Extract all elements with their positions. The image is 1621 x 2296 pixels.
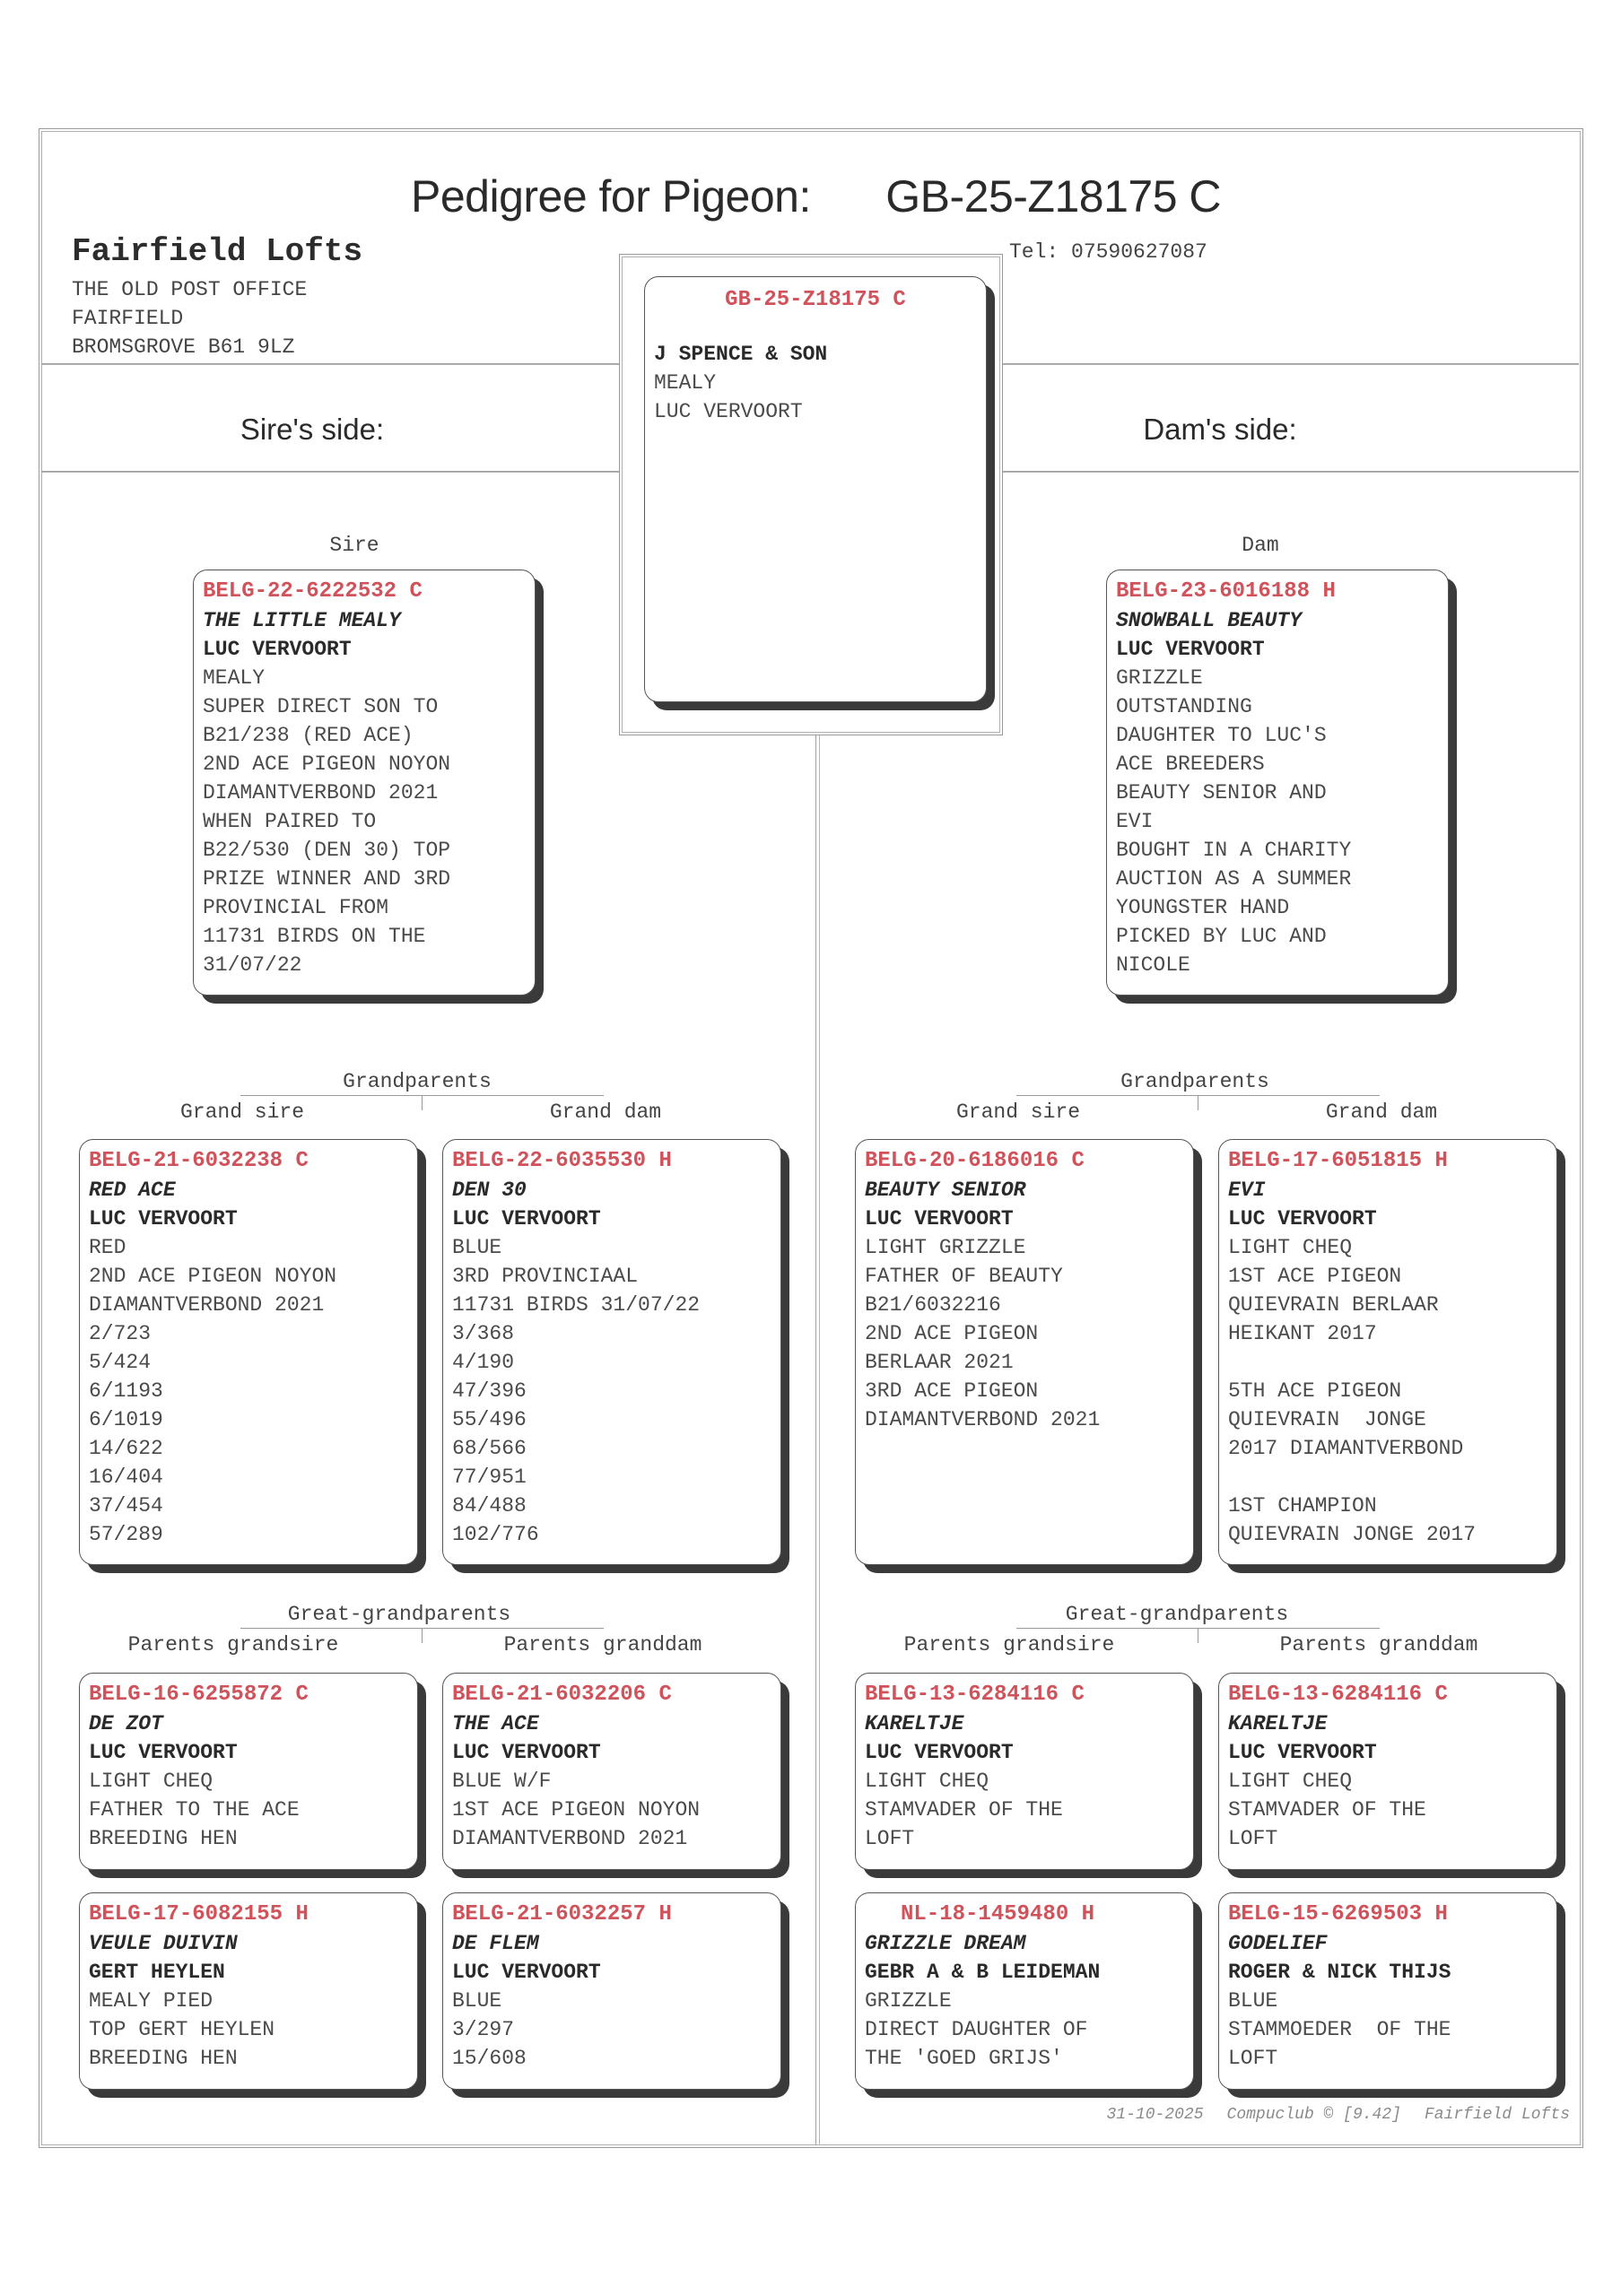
info-line: THE 'GOED GRIJS' [865, 2047, 1063, 2070]
address-line-3: BROMSGROVE B61 9LZ [72, 335, 295, 359]
breeder-name: LUC VERVOORT [865, 1741, 1014, 1764]
address-line-1: THE OLD POST OFFICE [72, 278, 308, 301]
info-line: 55/496 [452, 1408, 527, 1431]
info-line: 2ND ACE PIGEON NOYON [89, 1265, 337, 1288]
grand-sire-label-sire-side: Grand sire [179, 1100, 305, 1124]
pigeon-name: DE FLEM [452, 1932, 539, 1955]
info-line: QUIEVRAIN BERLAAR [1228, 1293, 1439, 1317]
dam-side-label: Dam's side: [1143, 413, 1297, 446]
info-line: BREEDING HEN [89, 2047, 238, 2070]
info-line: 37/454 [89, 1494, 163, 1518]
info-line: LIGHT GRIZZLE [865, 1236, 1026, 1259]
loft-name: Fairfield Lofts [72, 233, 363, 270]
info-line: AUCTION AS A SUMMER [1116, 867, 1352, 891]
grandparents-label-sire-side: Grandparents [343, 1070, 492, 1093]
great-grandparent-card[interactable] [442, 1892, 781, 2090]
ring-number: BELG-15-6269503 H [1228, 1902, 1448, 1926]
ring-number: BELG-20-6186016 C [865, 1149, 1085, 1173]
info-line: BOUGHT IN A CHARITY [1116, 839, 1352, 862]
pigeon-name: DEN 30 [452, 1178, 527, 1202]
ring-number: BELG-17-6051815 H [1228, 1149, 1448, 1173]
info-line: 31/07/22 [203, 953, 302, 977]
info-line: 77/951 [452, 1465, 527, 1489]
info-line: 2ND ACE PIGEON NOYON [203, 752, 451, 776]
info-line: OUTSTANDING [1116, 695, 1252, 718]
title-ring: GB-25-Z18175 C [885, 171, 1222, 222]
footer-software: Compuclub © [9.42] [1226, 2106, 1401, 2124]
pigeon-name: VEULE DUIVIN [89, 1932, 238, 1955]
info-line: 11731 BIRDS 31/07/22 [452, 1293, 701, 1317]
parents-grandsire-label-dam-side: Parents grandsire [903, 1633, 1115, 1657]
center-divider [815, 735, 820, 2145]
pigeon-name: GRIZZLE DREAM [865, 1932, 1026, 1955]
info-line: 5/424 [89, 1351, 152, 1374]
info-line: ACE BREEDERS [1116, 752, 1265, 776]
info-line: 11731 BIRDS ON THE [203, 925, 426, 948]
info-line: 16/404 [89, 1465, 163, 1489]
pigeon-name: EVI [1228, 1178, 1266, 1202]
grandparent-card[interactable] [79, 1139, 418, 1565]
ring-number: BELG-22-6035530 H [452, 1149, 672, 1173]
dam-label: Dam [1242, 534, 1279, 557]
info-line: PRIZE WINNER AND 3RD [203, 867, 451, 891]
grand-dam-label-sire-side: Grand dam [549, 1100, 662, 1124]
info-line: BLUE W/F [452, 1770, 552, 1793]
breeder-name: LUC VERVOORT [452, 1741, 601, 1764]
info-line: 2ND ACE PIGEON [865, 1322, 1039, 1345]
ring-number: BELG-21-6032257 H [452, 1902, 672, 1926]
footer-loft: Fairfield Lofts [1424, 2106, 1570, 2124]
great-grandparent-card[interactable] [442, 1673, 781, 1870]
subject-strain: LUC VERVOORT [654, 400, 803, 423]
info-line: 47/396 [452, 1379, 527, 1403]
subject-colour: MEALY [654, 371, 717, 395]
info-line: SUPER DIRECT SON TO [203, 695, 439, 718]
info-line: LOFT [1228, 1827, 1278, 1850]
info-line: 84/488 [452, 1494, 527, 1518]
address-line-2: FAIRFIELD [72, 307, 184, 330]
breeder-name: ROGER & NICK THIJS [1228, 1961, 1451, 1984]
info-line: BERLAAR 2021 [865, 1351, 1014, 1374]
info-line: LOFT [865, 1827, 915, 1850]
info-line: DIRECT DAUGHTER OF [865, 2018, 1088, 2041]
info-line: BREEDING HEN [89, 1827, 238, 1850]
info-line: MEALY PIED [89, 1989, 214, 2013]
great-grandparent-card[interactable] [855, 1673, 1194, 1870]
grandparents-label-dam-side: Grandparents [1120, 1070, 1269, 1093]
great-grandparents-label-dam-side: Great-grandparents [1065, 1603, 1289, 1626]
info-line: 14/622 [89, 1437, 163, 1460]
info-line: LOFT [1228, 2047, 1278, 2070]
info-line [1228, 1463, 1547, 1492]
sire-side-label: Sire's side: [240, 413, 385, 446]
pigeon-name: GODELIEF [1228, 1932, 1328, 1955]
info-line: 2/723 [89, 1322, 152, 1345]
great-grandparent-card[interactable] [1218, 1673, 1557, 1870]
info-line: 3RD ACE PIGEON [865, 1379, 1039, 1403]
grandparent-card[interactable] [442, 1139, 781, 1565]
great-grandparent-card[interactable] [855, 1892, 1194, 2090]
info-line: BLUE [1228, 1989, 1278, 2013]
subject-ring: GB-25-Z18175 C [725, 288, 906, 312]
grandparent-card[interactable] [1218, 1139, 1557, 1565]
great-grandparent-card[interactable] [79, 1673, 418, 1870]
title-prefix: Pedigree for Pigeon: [411, 171, 811, 222]
info-line: YOUNGSTER HAND [1116, 896, 1290, 919]
side-divider-right [1003, 471, 1579, 473]
info-line [1228, 1348, 1547, 1377]
info-line: 102/776 [452, 1523, 539, 1546]
info-line: NICOLE [1116, 953, 1190, 977]
info-line: 5TH ACE PIGEON [1228, 1379, 1402, 1403]
info-line: 1ST ACE PIGEON NOYON [452, 1798, 701, 1822]
info-line: FATHER TO THE ACE [89, 1798, 300, 1822]
grand-sire-label-dam-side: Grand sire [955, 1100, 1081, 1124]
info-line: 3/297 [452, 2018, 515, 2041]
great-grandparent-card[interactable] [1218, 1892, 1557, 2090]
breeder-name: LUC VERVOORT [452, 1961, 601, 1984]
ring-number: BELG-17-6082155 H [89, 1902, 309, 1926]
great-grandparent-card[interactable] [79, 1892, 418, 2090]
breeder-name: GEBR A & B LEIDEMAN [865, 1961, 1101, 1984]
info-line: GRIZZLE [865, 1989, 952, 2013]
info-line: 1ST CHAMPION [1228, 1494, 1377, 1518]
info-line: LIGHT CHEQ [1228, 1770, 1353, 1793]
breeder-name: LUC VERVOORT [1228, 1207, 1377, 1231]
parents-granddam-label-sire-side: Parents granddam [503, 1633, 702, 1657]
breeder-name: LUC VERVOORT [1228, 1741, 1377, 1764]
sire-label: Sire [329, 534, 379, 557]
breeder-name: LUC VERVOORT [89, 1741, 238, 1764]
info-line: QUIEVRAIN JONGE 2017 [1228, 1523, 1477, 1546]
subject-owner: J SPENCE & SON [654, 343, 828, 366]
info-line: 6/1193 [89, 1379, 163, 1403]
breeder-name: LUC VERVOORT [89, 1207, 238, 1231]
parents-grandsire-label-sire-side: Parents grandsire [127, 1633, 339, 1657]
info-line: WHEN PAIRED TO [203, 810, 377, 833]
ring-number: BELG-13-6284116 C [865, 1683, 1085, 1707]
info-line: LIGHT CHEQ [1228, 1236, 1353, 1259]
ring-number: BELG-16-6255872 C [89, 1683, 309, 1707]
info-line: 57/289 [89, 1523, 163, 1546]
ring-number: BELG-22-6222532 C [203, 579, 423, 604]
info-line: DIAMANTVERBOND 2021 [865, 1408, 1101, 1431]
info-line: 68/566 [452, 1437, 527, 1460]
great-grandparents-label-sire-side: Great-grandparents [287, 1603, 511, 1626]
info-line: MEALY [203, 666, 266, 690]
info-line: B21/6032216 [865, 1293, 1001, 1317]
subject-card[interactable] [644, 276, 987, 702]
info-line: 6/1019 [89, 1408, 163, 1431]
pigeon-name: SNOWBALL BEAUTY [1116, 609, 1303, 632]
info-line: 15/608 [452, 2047, 527, 2070]
ring-number: BELG-21-6032206 C [452, 1683, 672, 1707]
info-line: DIAMANTVERBOND 2021 [89, 1293, 325, 1317]
info-line: BLUE [452, 1989, 502, 2013]
pigeon-name: RED ACE [89, 1178, 176, 1202]
pigeon-name: KARELTJE [865, 1712, 964, 1735]
grand-dam-label-dam-side: Grand dam [1325, 1100, 1438, 1124]
info-line: QUIEVRAIN JONGE [1228, 1408, 1426, 1431]
info-line: PICKED BY LUC AND [1116, 925, 1327, 948]
breeder-name: LUC VERVOORT [203, 638, 352, 661]
pigeon-name: BEAUTY SENIOR [865, 1178, 1026, 1202]
info-line: 4/190 [452, 1351, 515, 1374]
info-line: LIGHT CHEQ [865, 1770, 989, 1793]
parents-granddam-label-dam-side: Parents granddam [1279, 1633, 1478, 1657]
info-line: TOP GERT HEYLEN [89, 2018, 275, 2041]
ring-number: NL-18-1459480 H [901, 1902, 1095, 1926]
info-line: 3/368 [452, 1322, 515, 1345]
info-line: 2017 DIAMANTVERBOND [1228, 1437, 1464, 1460]
ring-number: BELG-21-6032238 C [89, 1149, 309, 1173]
grandparents-bracket-tick-sire-side [422, 1096, 423, 1110]
breeder-name: GERT HEYLEN [89, 1961, 225, 1984]
info-line: DIAMANTVERBOND 2021 [203, 781, 439, 804]
info-line: DIAMANTVERBOND 2021 [452, 1827, 688, 1850]
footer [987, 2106, 1570, 2124]
ring-number: BELG-13-6284116 C [1228, 1683, 1448, 1707]
page-title [411, 170, 1221, 222]
breeder-name: LUC VERVOORT [452, 1207, 601, 1231]
sire-card[interactable] [193, 570, 536, 996]
pigeon-name: DE ZOT [89, 1712, 163, 1735]
footer-date: 31-10-2025 [1106, 2106, 1204, 2124]
info-line: LIGHT CHEQ [89, 1770, 214, 1793]
info-line: BLUE [452, 1236, 502, 1259]
pigeon-name: THE LITTLE MEALY [203, 609, 401, 632]
info-line: GRIZZLE [1116, 666, 1203, 690]
grandparent-card[interactable] [855, 1139, 1194, 1565]
side-divider-left [41, 471, 620, 473]
pigeon-name: KARELTJE [1228, 1712, 1328, 1735]
telephone: Tel: 07590627087 [1009, 240, 1207, 264]
info-line: B22/530 (DEN 30) TOP [203, 839, 451, 862]
pigeon-name: THE ACE [452, 1712, 539, 1735]
info-line: 1ST ACE PIGEON [1228, 1265, 1402, 1288]
info-line: FATHER OF BEAUTY [865, 1265, 1063, 1288]
ring-number: BELG-23-6016188 H [1116, 579, 1336, 604]
breeder-name: LUC VERVOORT [865, 1207, 1014, 1231]
header-divider-left [41, 363, 620, 365]
info-line: BEAUTY SENIOR AND [1116, 781, 1327, 804]
info-line: B21/238 (RED ACE) [203, 724, 414, 747]
info-line: STAMVADER OF THE [865, 1798, 1063, 1822]
info-line: PROVINCIAL FROM [203, 896, 389, 919]
info-line: EVI [1116, 810, 1154, 833]
info-line: HEIKANT 2017 [1228, 1322, 1377, 1345]
header-divider-right [1003, 363, 1579, 365]
info-line: DAUGHTER TO LUC'S [1116, 724, 1327, 747]
info-line: 3RD PROVINCIAAL [452, 1265, 639, 1288]
info-line: RED [89, 1236, 126, 1259]
info-line: STAMMOEDER OF THE [1228, 2018, 1451, 2041]
dam-card[interactable] [1106, 570, 1449, 996]
breeder-name: LUC VERVOORT [1116, 638, 1265, 661]
great-grandparents-bracket-tick-sire-side [422, 1629, 423, 1643]
info-line: STAMVADER OF THE [1228, 1798, 1426, 1822]
